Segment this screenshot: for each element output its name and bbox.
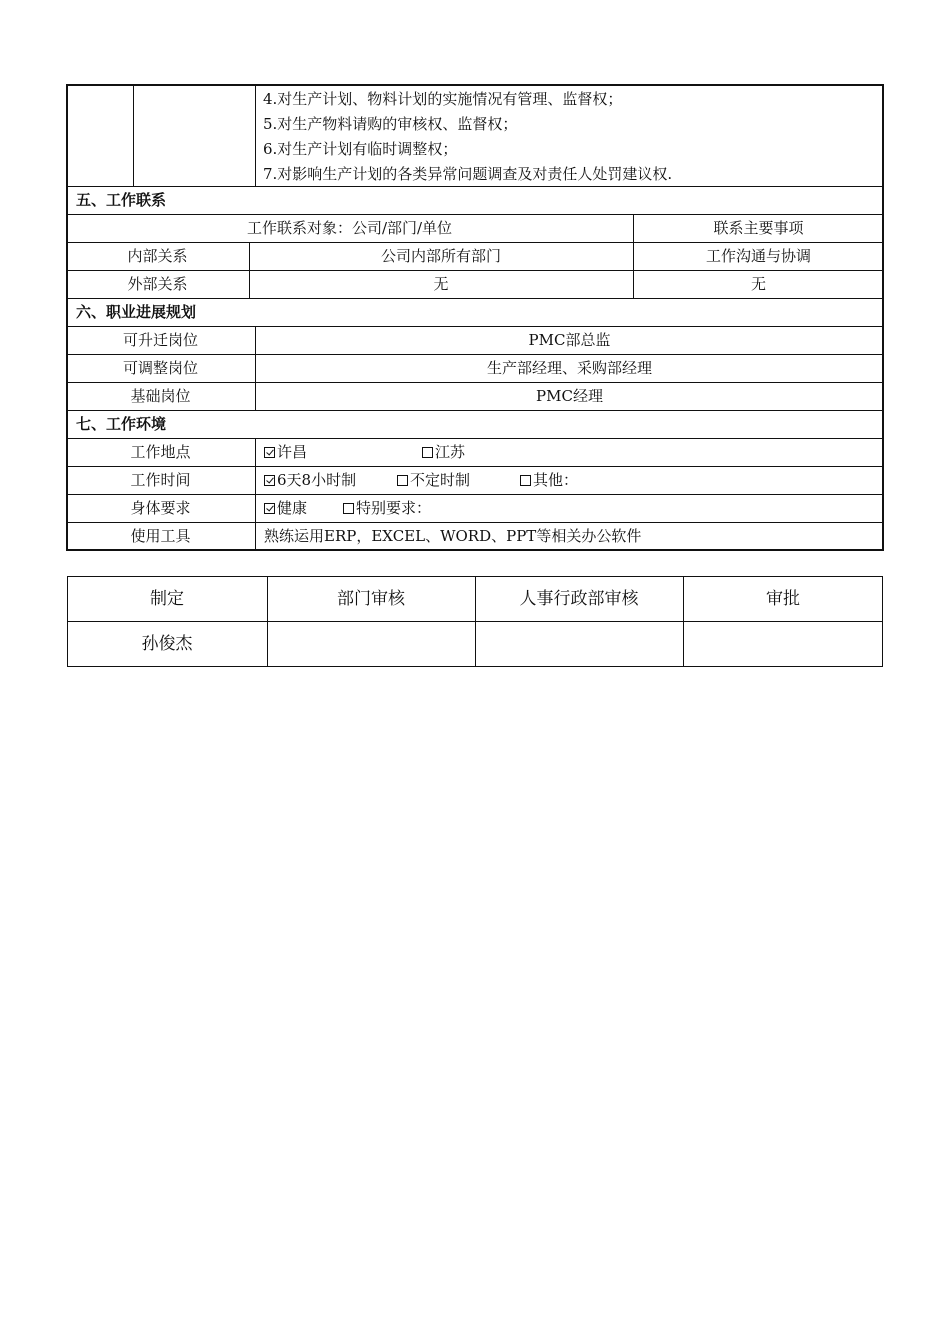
authority-item: 5.对生产物料请购的审核权、监督权； <box>263 115 518 133</box>
table-rule <box>66 410 884 411</box>
contact-row-object: 公司内部所有部门 <box>380 247 501 265</box>
career-row-value: PMC部总监 <box>528 331 611 349</box>
contact-object-header: 工作联系对象：公司/部门/单位 <box>246 219 453 237</box>
checkbox-empty-icon[interactable] <box>343 503 354 514</box>
option-label: 不定时制 <box>410 471 471 489</box>
env-physical-option-healthy[interactable] <box>264 498 307 518</box>
option-label: 特别要求： <box>356 499 432 517</box>
section-title-career: 六、职业进展规划 <box>76 303 197 321</box>
contact-row-matters: 工作沟通与协调 <box>705 247 811 265</box>
signoff-header-dept-review: 部门审核 <box>337 589 405 609</box>
contact-matters-header: 联系主要事项 <box>713 219 804 237</box>
env-tools-label: 使用工具 <box>130 527 191 545</box>
table-divider <box>255 438 256 551</box>
signoff-header-approval: 审批 <box>766 589 800 609</box>
signoff-header-drafted: 制定 <box>150 589 184 609</box>
signoff-value-drafted: 孙俊杰 <box>141 634 193 654</box>
table-rule <box>66 438 884 439</box>
env-location-option-xuchang[interactable] <box>264 442 307 462</box>
table-rule <box>66 242 884 243</box>
env-physical-option-special[interactable] <box>343 498 431 518</box>
checkbox-checked-icon[interactable] <box>264 447 275 458</box>
contact-row-label: 内部关系 <box>127 247 188 265</box>
env-location-label: 工作地点 <box>130 443 191 461</box>
env-hours-option-6x8[interactable] <box>264 470 356 490</box>
contact-row-object: 无 <box>433 275 449 293</box>
table-divider <box>255 84 256 186</box>
option-label: 江苏 <box>435 443 466 461</box>
option-label: 许昌 <box>277 443 308 461</box>
checkbox-empty-icon[interactable] <box>422 447 433 458</box>
career-row-label: 可调整岗位 <box>122 359 198 377</box>
table-rule <box>66 270 884 271</box>
env-hours-option-other[interactable] <box>520 470 578 490</box>
table-rule <box>66 214 884 215</box>
authority-item: 4.对生产计划、物料计划的实施情况有管理、监督权； <box>263 90 623 108</box>
checkbox-checked-icon[interactable] <box>264 475 275 486</box>
table-rule <box>66 186 884 187</box>
table-rule <box>66 298 884 299</box>
table-divider <box>133 84 134 186</box>
option-label: 其他： <box>533 471 579 489</box>
section-title-work-contact: 五、工作联系 <box>76 191 167 209</box>
contact-row-label: 外部关系 <box>127 275 188 293</box>
checkbox-empty-icon[interactable] <box>520 475 531 486</box>
contact-row-matters: 无 <box>750 275 766 293</box>
table-rule <box>66 466 884 467</box>
checkbox-checked-icon[interactable] <box>264 503 275 514</box>
env-hours-label: 工作时间 <box>130 471 191 489</box>
section-title-environment: 七、工作环境 <box>76 415 167 433</box>
career-row-label: 可升迁岗位 <box>122 331 198 349</box>
authority-item: 7.对影响生产计划的各类异常问题调查及对责任人处罚建议权. <box>263 165 673 183</box>
env-tools-value: 熟练运用ERP，EXCEL、WORD、PPT等相关办公软件 <box>264 527 642 545</box>
env-physical-label: 身体要求 <box>130 499 191 517</box>
env-hours-option-flexible[interactable] <box>397 470 470 490</box>
table-rule <box>66 354 884 355</box>
authority-item: 6.对生产计划有临时调整权； <box>263 140 458 158</box>
table-rule <box>66 522 884 523</box>
signoff-header-hr-review: 人事行政部审核 <box>519 589 639 609</box>
option-label: 健康 <box>277 499 308 517</box>
career-row-label: 基础岗位 <box>130 387 191 405</box>
env-location-option-jiangsu[interactable] <box>422 442 465 462</box>
table-rule <box>66 326 884 327</box>
career-row-value: 生产部经理、采购部经理 <box>486 359 652 377</box>
table-rule <box>66 494 884 495</box>
career-row-value: PMC经理 <box>536 387 603 405</box>
checkbox-empty-icon[interactable] <box>397 475 408 486</box>
option-label: 6天8小时制 <box>277 471 357 489</box>
table-rule <box>66 382 884 383</box>
